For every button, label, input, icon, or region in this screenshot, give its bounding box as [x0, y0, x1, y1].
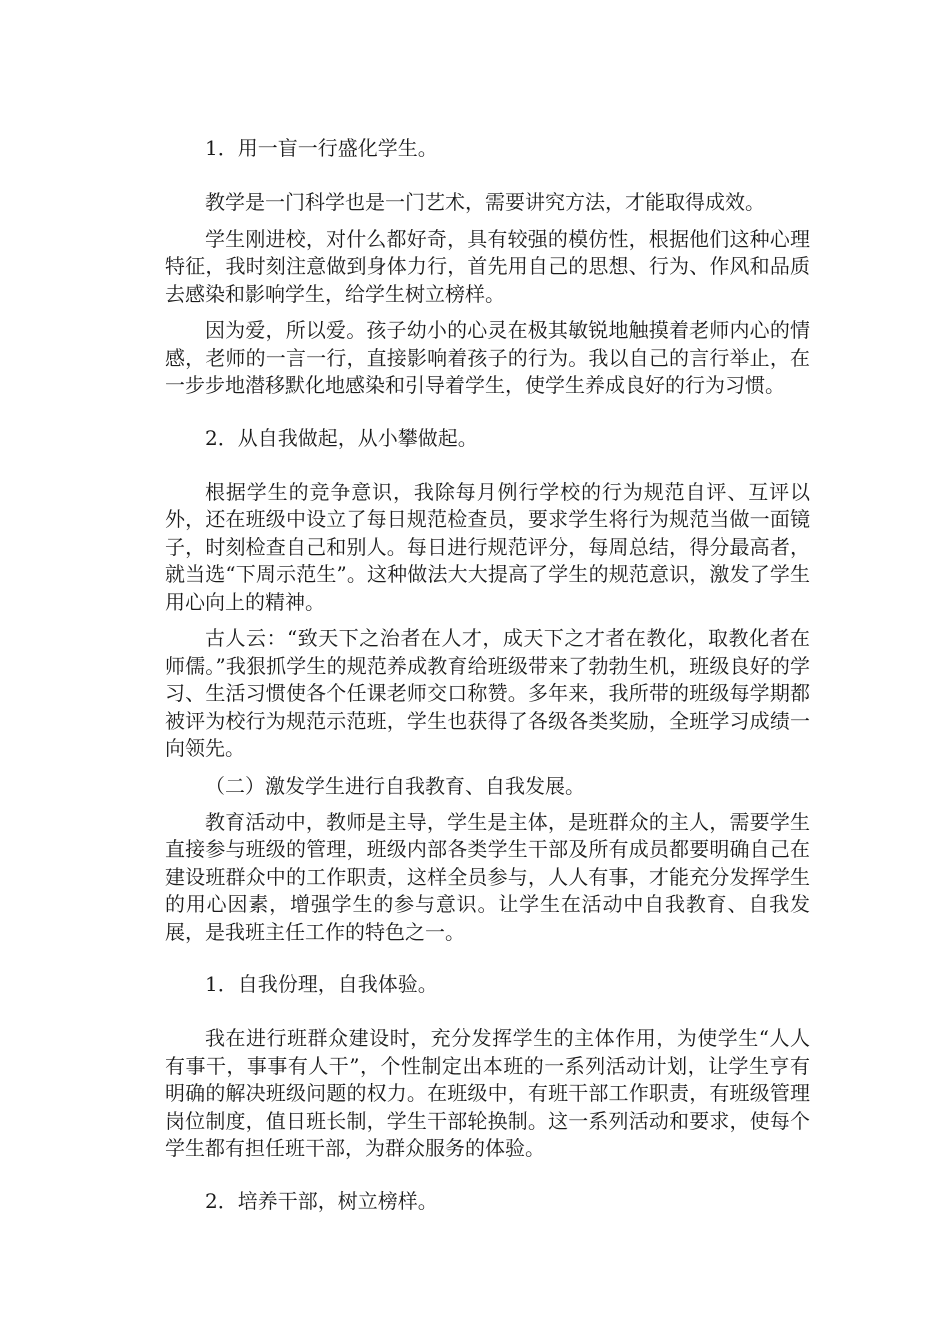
paragraph-6: 教育活动中，教师是主导，学生是主体，是班群众的主人，需要学生直接参与班级的管理，班级内部各类学生干部及所有成员都要明确自己在建设班群众中的工作职责，这样全员参与，人人有事，才能充分发挥学生的用心因素，增强学生的参与意识。让学生在活动中自我教育、自我发展，是我班主任工作的特色之一。 — [165, 809, 810, 944]
heading-2: 2．从自我做起，从小攀做起。 — [205, 425, 478, 450]
document-body — [165, 134, 810, 1242]
paragraph-1: 教学是一门科学也是一门艺术，需要讲究方法，才能取得成效。 — [205, 190, 765, 214]
section-heading-2: （二）激发学生进行自我教育、自我发展。 — [205, 773, 585, 798]
paragraph-5: 古人云：“致天下之治者在人才，成天下之才者在教化，取教化者在师儒。”我狠抓学生的规范养成教育给班级带来了勃勃生机，班级良好的学习、生活习惯使各个任课老师交口称赞。多年来，我所带的班级每学期都被评为校行为规范示范班，学生也获得了各级各类奖励，全班学习成绩一向领先。 — [165, 626, 810, 760]
heading-4: 2．培养干部，树立榜样。 — [205, 1188, 438, 1213]
heading-1: 1．用一盲一行盛化学生。 — [205, 136, 438, 160]
paragraph-3: 因为爱，所以爱。孩子幼小的心灵在极其敏锐地触摸着老师内心的情感，老师的一言一行，直接影响着孩子的行为。我以自己的言行举止，在一步步地潜移默化地感染和引导着学生，使学生养成良好的行为习惯。 — [165, 318, 810, 397]
paragraph-7: 我在进行班群众建设时，充分发挥学生的主体作用，为使学生“人人有事干，事事有人干”，个性制定出本班的一系列活动计划，让学生亨有明确的解决班级问题的权力。在班级中，有班干部工作职责，有班级管理岗位制度，值日班长制，学生干部轮换制。这一系列活动和要求，使每个学生都有担任班干部，为群众服务的体验。 — [165, 1026, 810, 1160]
paragraph-4: 根据学生的竞争意识，我除每月例行学校的行为规范自评、互评以外，还在班级中设立了每日规范检查员，要求学生将行为规范当做一面镜子，时刻检查自己和别人。每日进行规范评分，每周总结，得分最高者，就当选“下周示范生”。这种做法大大提高了学生的规范意识，激发了学生用心向上的精神。 — [165, 479, 810, 614]
heading-3: 1．自我份理，自我体验。 — [205, 972, 438, 996]
paragraph-2: 学生刚进校，对什么都好奇，具有较强的模仿性，根据他们这种心理特征，我时刻注意做到身体力行，首先用自己的思想、行为、作风和品质去感染和影响学生，给学生树立榜样。 — [165, 226, 810, 306]
